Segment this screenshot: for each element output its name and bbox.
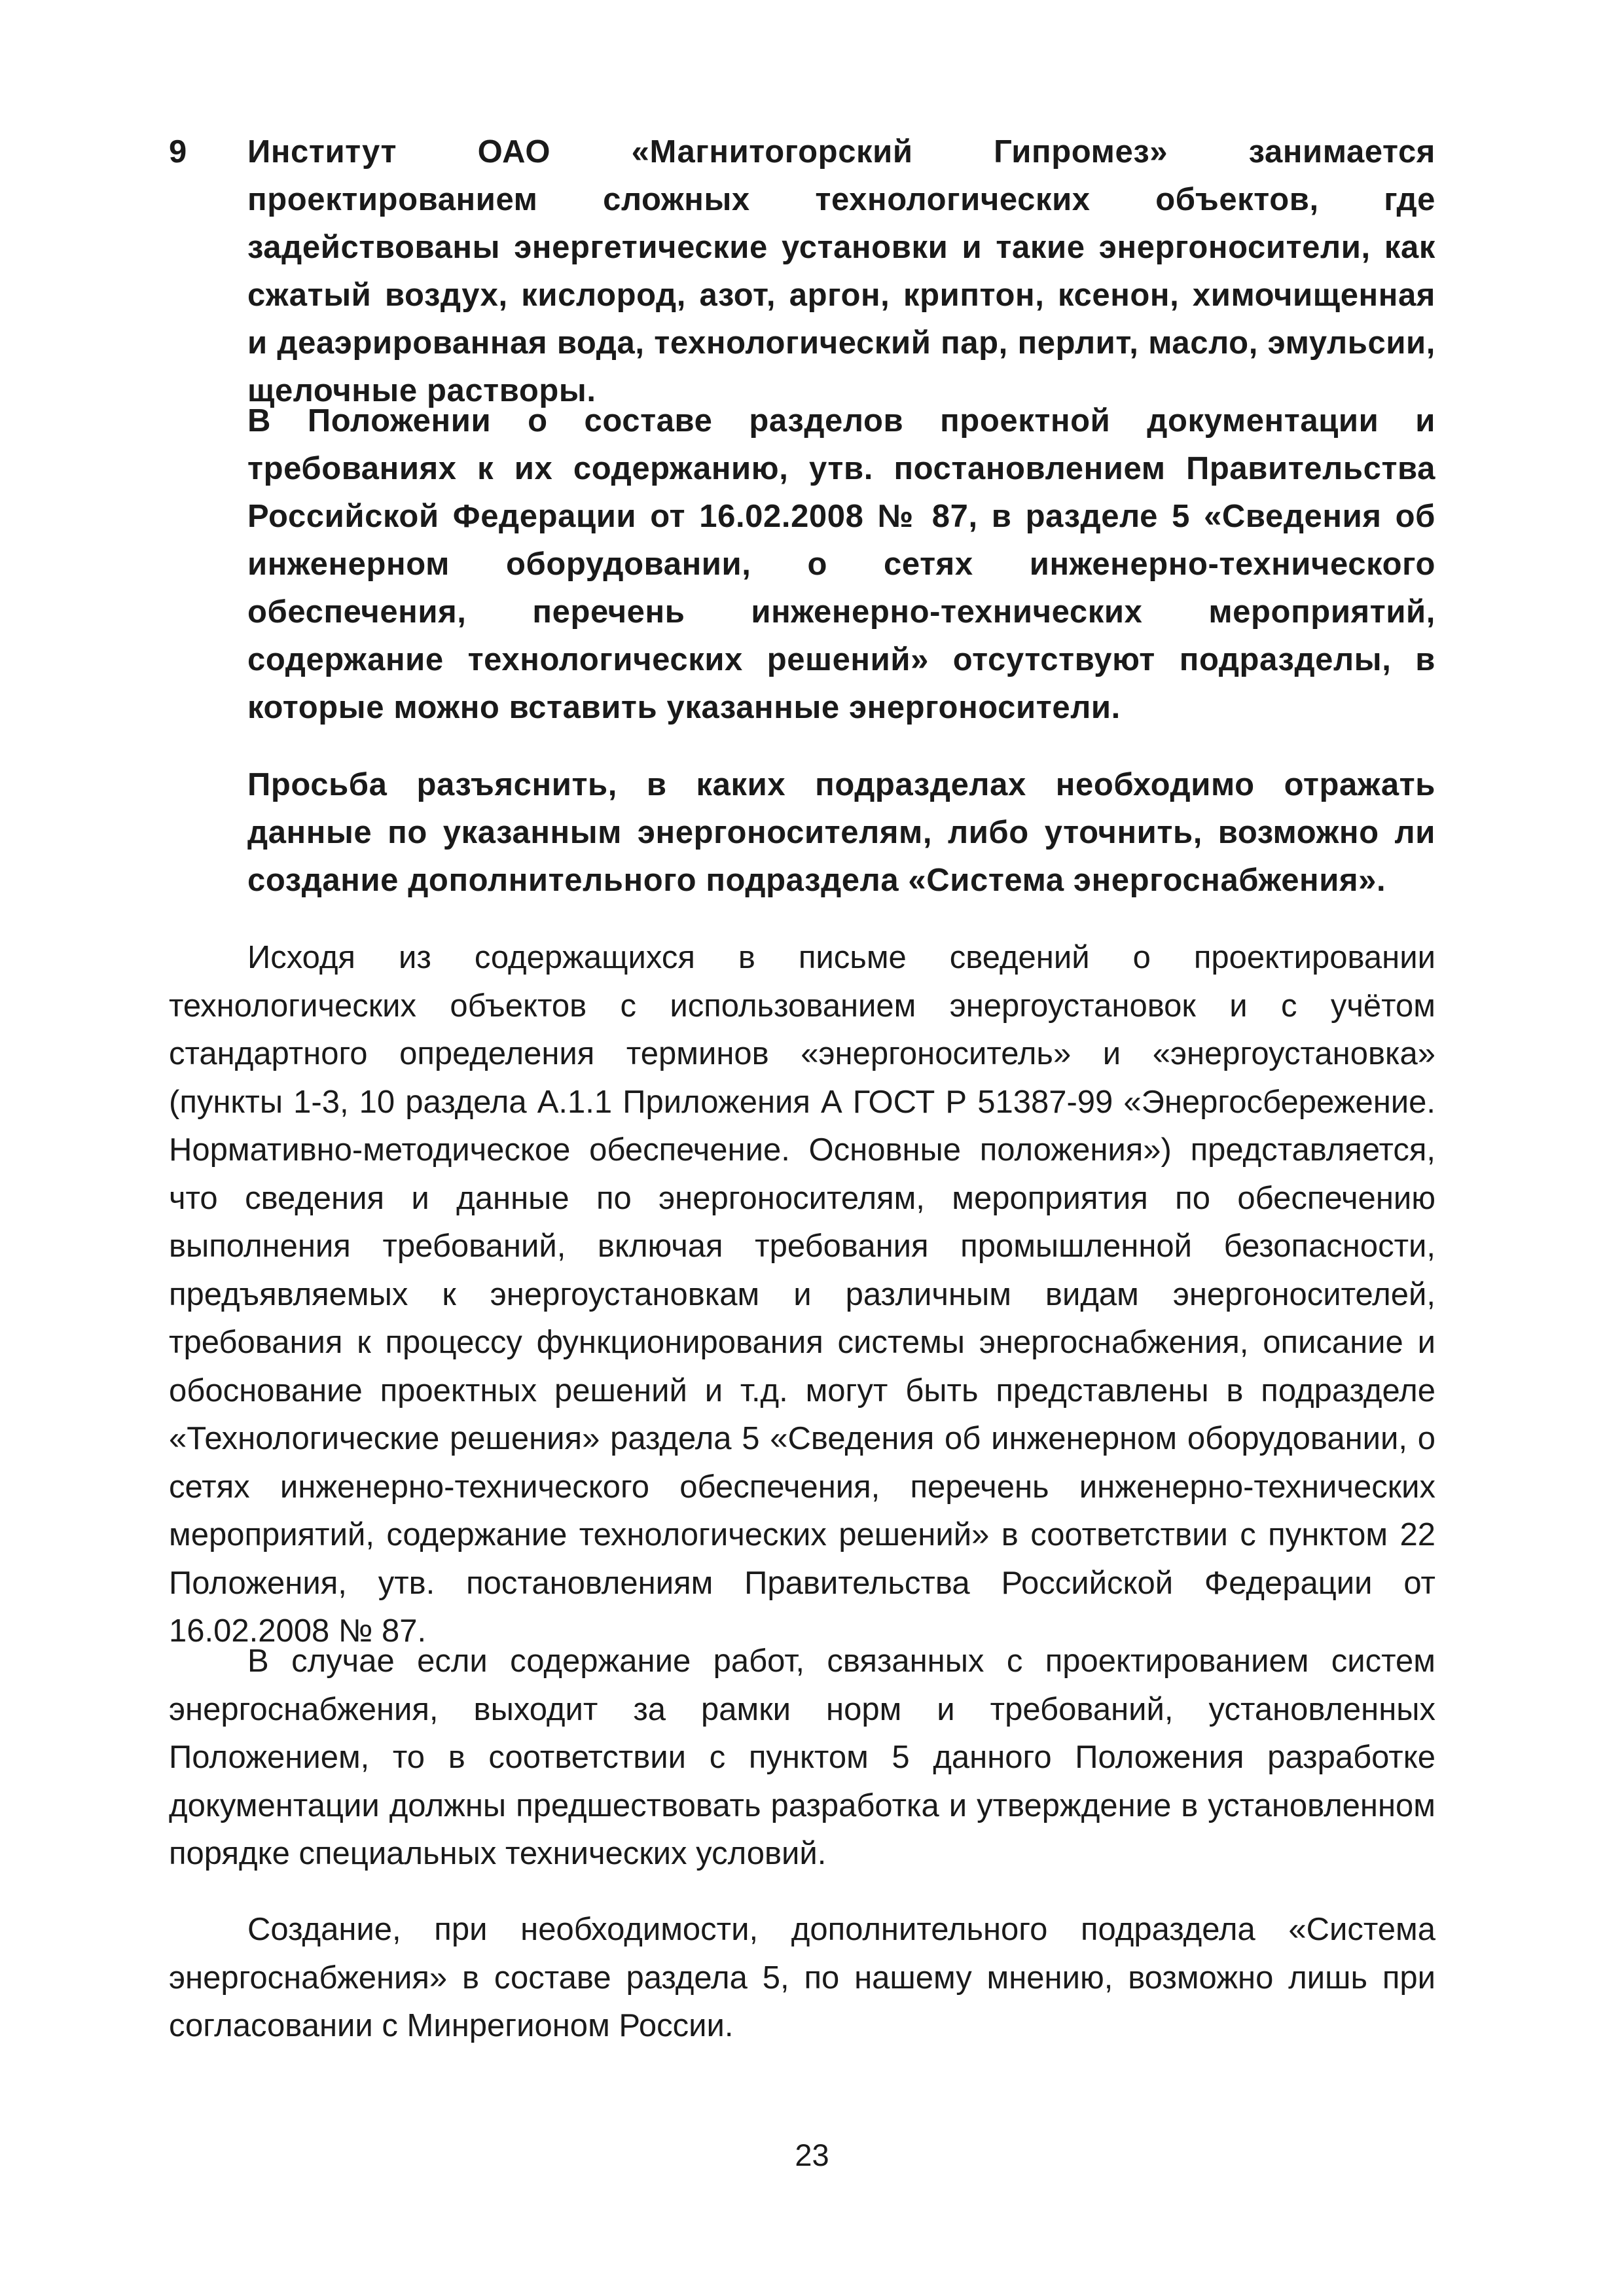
answer-paragraph-3: Создание, при необходимости, дополнительного подраздела «Система энергоснабжения» в составе раздела 5, по нашему мнению, возможно лишь при согласовании с Минрегионом России. xyxy=(169,1912,1435,2043)
item-number: 9 xyxy=(169,134,187,170)
page-number: 23 xyxy=(795,2138,829,2172)
answer-paragraph-2: В случае если содержание работ, связанных с проектированием систем энергоснабжения, выходит за рамки норм и требований, установленных Положением, то в соответствии с пунктом 5 данного Положения разработке документации должны предшествовать разработка и утверждение в установленном порядке специальных технических условий. xyxy=(169,1643,1435,1871)
question-paragraph-2: В Положении о составе разделов проектной документации и требованиях к их содержанию, утв. постановлением Правительства Российской Федерации от 16.02.2008 № 87, в разделе 5 «Сведения об инженерном оборудовании, о сетях инженерно-технического обеспечения, перечень инженерно-технических мероприятий, содержание технологических решений» отсутствуют подразделы, в которые можно вставить указанные энергоносители. xyxy=(247,403,1435,725)
question-paragraph-1: Институт ОАО «Магнитогорский Гипромез» занимается проектированием сложных технологических объектов, где задействованы энергетические установки и такие энергоносители, как сжатый воздух, кислород, азот, аргон, криптон, ксенон, химочищенная и деаэрированная вода, технологический пар, перлит, масло, эмульсии, щелочные растворы. xyxy=(247,134,1435,408)
answer-paragraph-1: Исходя из содержащихся в письме сведений о проектировании технологических объектов с использованием энергоустановок и с учётом стандартного определения терминов «энергоноситель» и «энергоустановка» (пункты 1-3, 10 раздела А.1.1 Приложения А ГОСТ Р 51387-99 «Энергосбережение. Нормативно-методическое обеспечение. Основные положения») представляется, что сведения и данные по энергоносителям, мероприятия по обеспечению выполнения требований, включая требования промышленной безопасности, предъявляемых к энергоустановкам и различным видам энергоносителей, требования к процессу функционирования системы энергоснабжения, описание и обоснование проектных решений и т.д. могут быть представлены в подразделе «Технологические решения» раздела 5 «Сведения об инженерном оборудовании, о сетях инженерно-технического обеспечения, перечень инженерно-технических мероприятий, содержание технологических решений» в соответствии с пунктом 22 Положения, утв. постановлениям Правительства Российской Федерации от 16.02.2008 № 87. xyxy=(169,940,1435,1649)
question-paragraph-3: Просьба разъяснить, в каких подразделах необходимо отражать данные по указанным энергоносителям, либо уточнить, возможно ли создание дополнительного подраздела «Система энергоснабжения». xyxy=(247,767,1435,898)
